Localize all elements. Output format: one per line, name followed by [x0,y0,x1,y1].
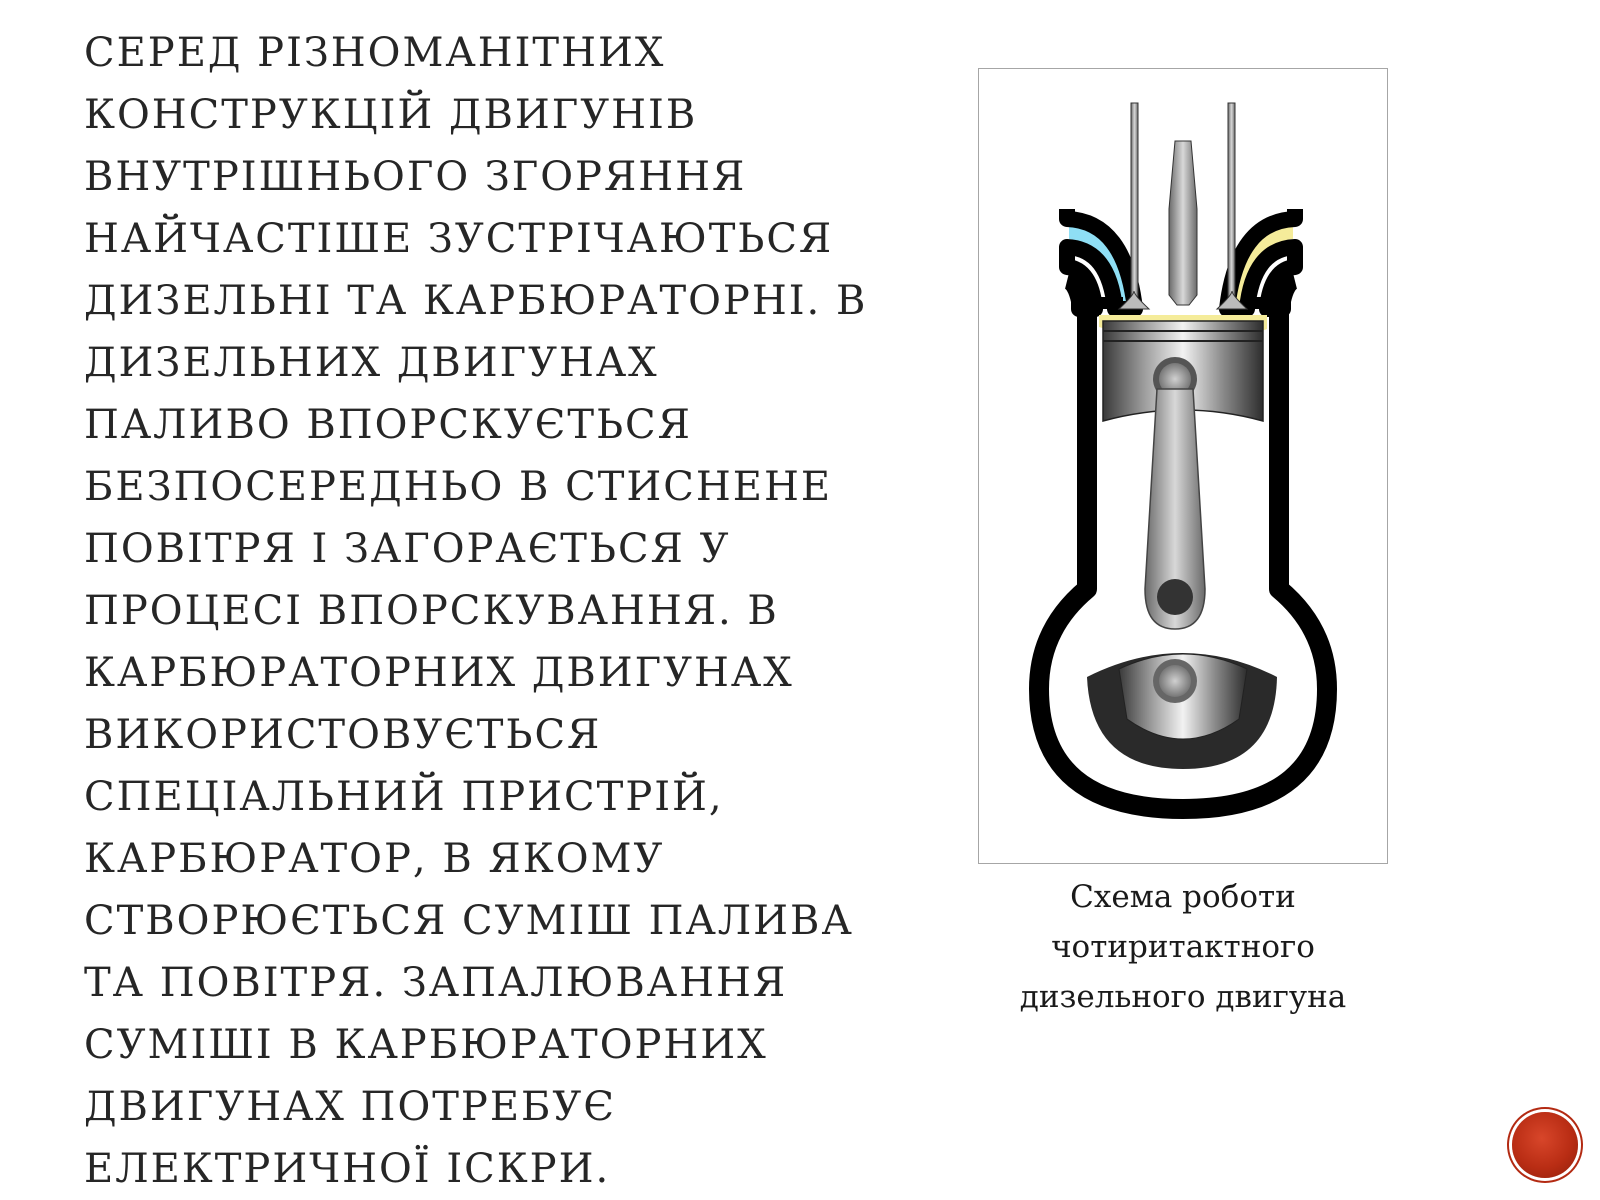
intake-valve-stem [1131,103,1138,303]
caption-line: чотиритактного [1051,929,1315,965]
port-wall-left [1067,209,1135,309]
crank-pin [1157,579,1193,615]
body-line: ПРОЦЕСІ ВПОРСКУВАННЯ. В [84,588,779,634]
body-line: ВИКОРИСТОВУЄТЬСЯ [84,712,602,758]
cylinder-head [1243,297,1289,309]
exhaust-valve-stem [1228,103,1235,303]
body-line: КАРБЮРАТОР, В ЯКОМУ [84,836,665,882]
body-line: НАЙЧАСТІШЕ ЗУСТРІЧАЮТЬСЯ [84,216,834,262]
body-line: ЕЛЕКТРИЧНОЇ ІСКРИ. [84,1146,611,1192]
body-line: БЕЗПОСЕРЕДНЬО В СТИСНЕНЕ [84,464,833,510]
caption-line: Схема роботи [1070,879,1296,915]
body-text [84,22,884,1200]
figure-caption [960,872,1406,1022]
diesel-engine-diagram [979,69,1387,863]
body-line: ДВИГУНАХ ПОТРЕБУЄ [84,1084,616,1130]
body-line: ТА ПОВІТРЯ. ЗАПАЛЮВАННЯ [84,960,788,1006]
body-line: СУМІШІ В КАРБЮРАТОРНИХ [84,1022,768,1068]
body-line: КОНСТРУКЦІЙ ДВИГУНІВ [84,92,698,138]
body-line: ДИЗЕЛЬНИХ ДВИГУНАХ [84,340,659,386]
caption-line: дизельного двигуна [1019,979,1347,1015]
body-line: ПОВІТРЯ І ЗАГОРАЄТЬСЯ У [84,526,731,572]
fuel-injector [1169,141,1197,305]
body-line: ДИЗЕЛЬНІ ТА КАРБЮРАТОРНІ. В [84,278,868,324]
body-line: СПЕЦІАЛЬНИЙ ПРИСТРІЙ, [84,774,724,820]
body-line: СЕРЕД РІЗНОМАНІТНИХ [84,30,666,76]
next-slide-button[interactable] [1512,1112,1578,1178]
body-line: ПАЛИВО ВПОРСКУЄТЬСЯ [84,402,692,448]
cylinder-head [1077,297,1123,309]
body-line: СТВОРЮЄТЬСЯ СУМІШ ПАЛИВА [84,898,854,944]
engine-diagram-frame [978,68,1388,864]
port-wall-right [1227,209,1295,309]
body-line: ВНУТРІШНЬОГО ЗГОРЯННЯ [84,154,747,200]
main-journal [1159,665,1191,697]
body-line: КАРБЮРАТОРНИХ ДВИГУНАХ [84,650,794,696]
